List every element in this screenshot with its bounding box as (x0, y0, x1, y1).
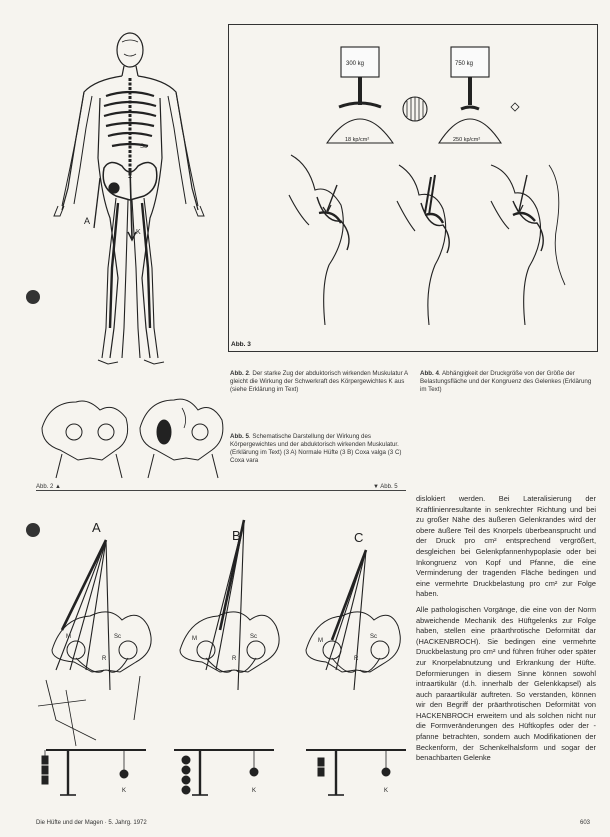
svg-text:K: K (136, 229, 141, 236)
svg-text:M: M (318, 638, 323, 644)
area-label-250: 250 kp/cm² (453, 137, 481, 143)
figure-abb3 (229, 25, 595, 350)
caption-abb2: Abb. 2. Der starke Zug der abduktorisch wirkenden Muskulatur A gleicht die Wirkung der Schwerkraft des Körpergewichtes K aus (siehe Erklärung im Text) (230, 370, 408, 393)
caption-abb4-text: Abhängigkeit der Druckgröße von der Größe der Belastungsfläche und der Kongruenz des Gelenkes (Erklärung im Text) (420, 370, 592, 393)
weight-label-300: 300 kg (346, 61, 365, 67)
svg-text:K: K (384, 788, 389, 794)
svg-text:M: M (192, 636, 197, 642)
binder-hole (26, 290, 40, 304)
caption-abb2-title: Abb. 2 (230, 370, 249, 377)
body-paragraph: dislokiert werden. Bei Lateralisierung der Kraftlinienresultante in senkrechter Richtung und bei zu großer Nähe des äußeren Gelenkrandes wird der obere äußere Teil des Knorpels überbeansprucht und der Druck pro cm² entsprechend vergrößert, desgleichen bei Gelenkpfannenhypoplasie oder bei Inkongruenz von Kopf und Pfanne, die eine Verminderung der tragenden Fläche bedingen und eine vermehrte Druckbelastung pro cm² zur Folge haben. (416, 494, 596, 599)
svg-text:K: K (122, 788, 127, 794)
svg-text:R: R (232, 656, 237, 662)
marker-rule (36, 490, 406, 491)
svg-text:K: K (252, 788, 257, 794)
caption-abb5: Abb. 5. Schematische Darstellung der Wirkung des Körpergewichtes und der abduktorisch wirkenden Muskulatur. (Erklärung im Text) (3 A) Normale Hüfte (3 B) Coxa valga (3 C) Coxa vara (230, 433, 402, 464)
caption-abb5-title: Abb. 5 (230, 433, 249, 440)
svg-text:M: M (66, 634, 71, 640)
area-label-18: 18 kp/cm² (345, 137, 370, 143)
footer-journal: Die Hüfte und der Magen · 5. Jahrg. 1972 (36, 820, 147, 826)
diagram-label-c: C (354, 530, 364, 545)
svg-text:Sc: Sc (370, 634, 378, 640)
figure-abb5 (36, 510, 408, 820)
svg-text:R: R (354, 656, 359, 662)
footer-page-number: 603 (580, 820, 591, 826)
svg-text:R: R (102, 656, 107, 662)
svg-text:Sc: Sc (114, 634, 122, 640)
diagram-label-a: A (92, 520, 101, 535)
pelvis-comparison-figure (36, 388, 226, 480)
caption-abb4-title: Abb. 4 (420, 370, 439, 377)
caption-abb5-text: Schematische Darstellung der Wirkung des Körpergewichtes und der abduktorisch wirkenden Muskulatur. (Erklärung im Text) (3 A) Normale Hüfte (3 B) Coxa valga (3 C) Coxa vara (230, 433, 402, 464)
svg-text:Sc: Sc (140, 144, 148, 150)
diagram-label-b: B (232, 528, 241, 543)
weight-label-750: 750 kg (455, 61, 474, 67)
abb3-label: Abb. 3 (231, 341, 251, 348)
skeleton-figure (40, 28, 220, 373)
svg-text:Sc: Sc (250, 634, 258, 640)
caption-abb2-text: Der starke Zug der abduktorisch wirkenden Muskulatur A gleicht die Wirkung der Schwerkraft des Körpergewichtes K aus (siehe Erklärung im Text) (230, 370, 408, 393)
marker-left: Abb. 2 ▲ (36, 484, 64, 490)
svg-text:A: A (84, 216, 91, 226)
caption-abb4: Abb. 4. Abhängigkeit der Druckgröße von der Größe der Belastungsfläche und der Kongruenz des Gelenkes (Erklärung im Text) (420, 370, 592, 393)
body-paragraph: Alle pathologischen Vorgänge, die eine von der Norm abweichende Mechanik des Hüftgelenks zur Folge haben, stellen eine präarthrotische Deformität dar (HACKENBROCH). Sie bedingen eine vermehrte Druckbelastung pro cm² und führen früher oder später zur Knorpelabnutzung und Erkrankung der Hüfte. Deformierungen in diesem Sinne können sowohl intraartikulär (d.h. innerhalb der Gelenkkapsel) als auch paraartikulär auftreten. So verstanden, können wir den Begriff der präarthrotischen Deformität von HACKENBROCH erweitern und als solchen nicht nur die Formveränderungen des Hüftkopfes oder der -pfanne betrachten, sondern auch Modifikationen der Beckenform, der Schenkelhalsform und sogar der benachbarten Gelenke (416, 604, 596, 763)
marker-right: ▼ Abb. 5 (370, 484, 398, 490)
article-body (416, 494, 596, 816)
